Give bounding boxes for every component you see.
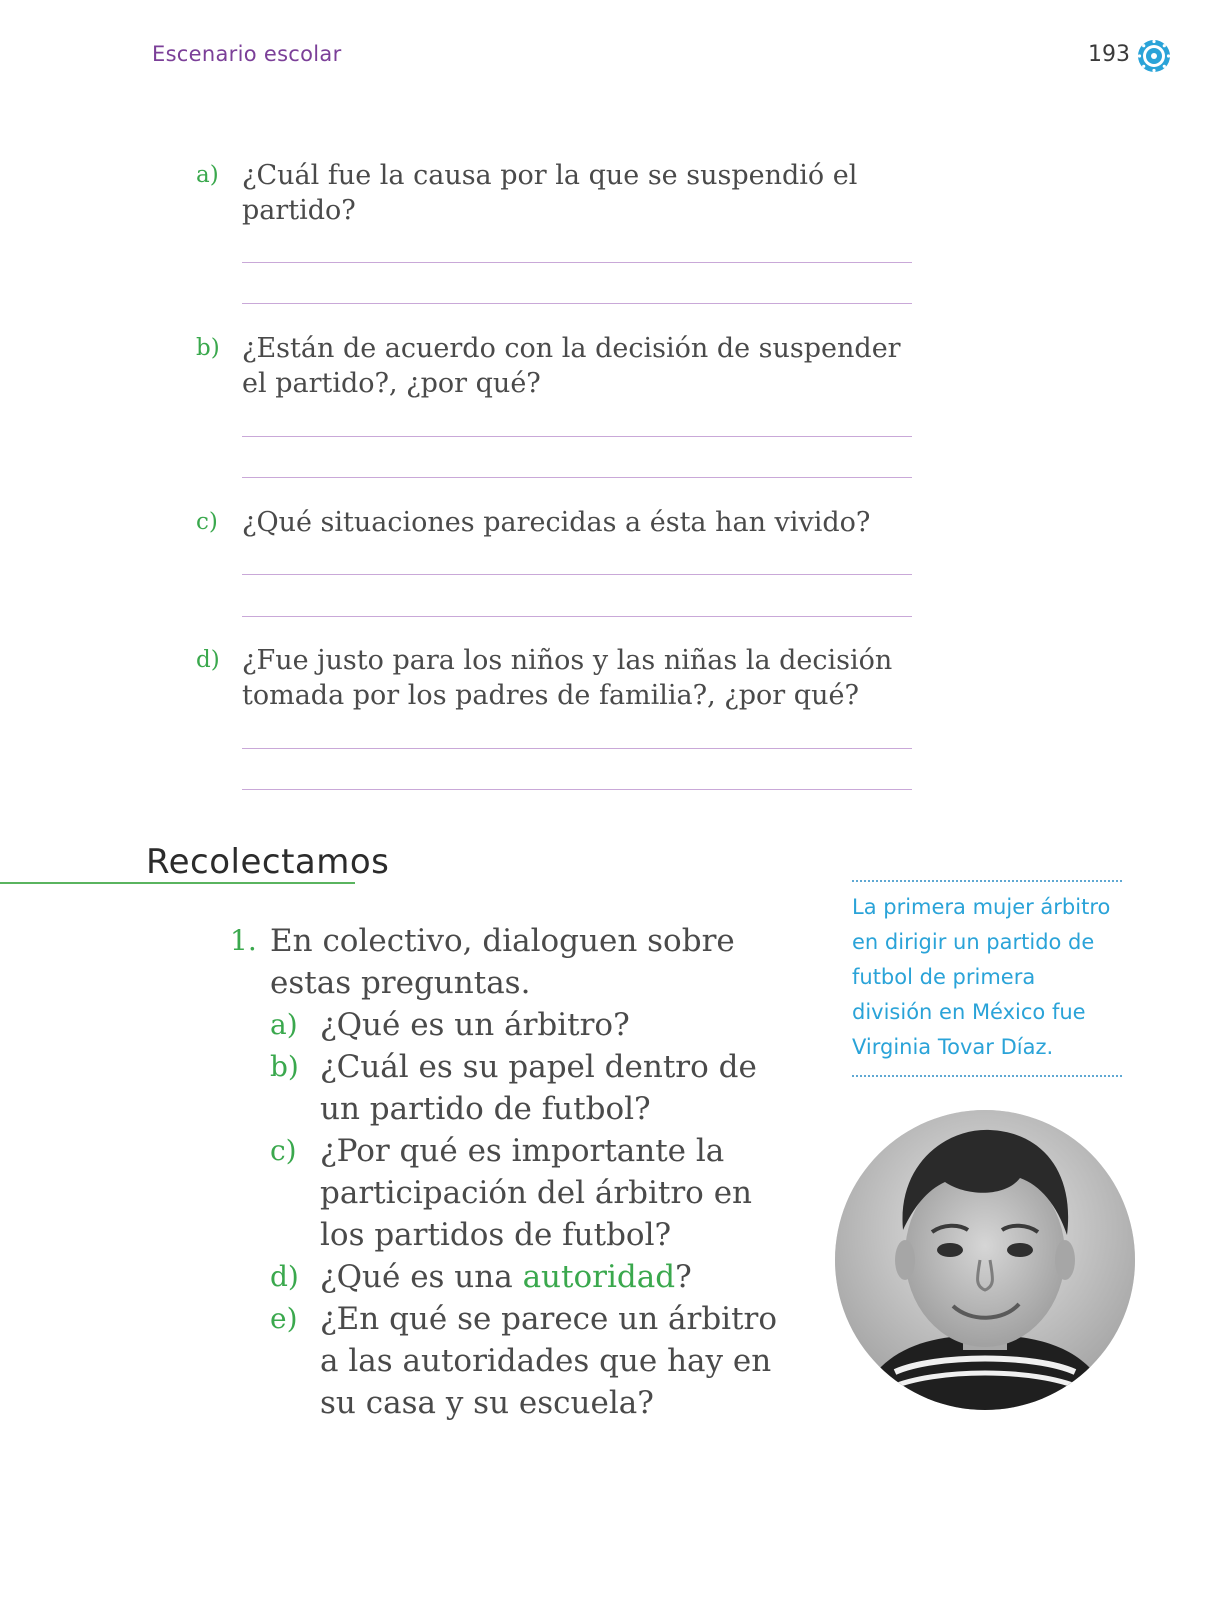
text-before: ¿Qué es una — [320, 1259, 523, 1295]
activity-item — [270, 1130, 790, 1256]
child-portrait-illustration — [835, 1110, 1135, 1410]
answer-line[interactable] — [242, 748, 912, 749]
answer-line[interactable] — [242, 616, 912, 617]
child-portrait-photo — [835, 1110, 1135, 1410]
activity-item-letter: a) — [270, 1008, 298, 1041]
fact-box — [852, 880, 1122, 1077]
activity-item — [270, 1298, 790, 1424]
highlighted-term: autoridad — [522, 1259, 676, 1295]
activity-item-letter: c) — [270, 1134, 297, 1167]
section-underline — [0, 882, 355, 884]
activity-item — [270, 1004, 790, 1046]
activity-item-text — [320, 1256, 790, 1298]
flower-badge-icon — [1136, 38, 1172, 74]
activity-item — [270, 1256, 790, 1298]
question-text: ¿Fue justo para los niños y las niñas la decisión tomada por los padres de familia?, ¿por qué? — [242, 645, 893, 711]
activity-item-text: ¿En qué se parece un árbitro a las autoridades que hay en su casa y su escuela? — [320, 1301, 778, 1421]
activity-item — [270, 1046, 790, 1130]
answer-line[interactable] — [242, 262, 912, 263]
answer-line[interactable] — [242, 574, 912, 575]
question-text: ¿Qué situaciones parecidas a ésta han vivido? — [242, 507, 871, 538]
question-letter: a) — [196, 162, 219, 188]
question-c — [196, 505, 916, 540]
answer-line[interactable] — [242, 789, 912, 790]
question-a — [196, 158, 916, 228]
running-header: Escenario escolar — [152, 42, 342, 66]
answer-line[interactable] — [242, 436, 912, 437]
question-text: ¿Están de acuerdo con la decisión de suspender el partido?, ¿por qué? — [242, 333, 901, 399]
question-b — [196, 331, 916, 401]
answer-line[interactable] — [242, 477, 912, 478]
activity-list — [230, 920, 790, 1424]
activity-item-text: ¿Cuál es su papel dentro de un partido de futbol? — [320, 1049, 757, 1127]
question-text: ¿Cuál fue la causa por la que se suspendió el partido? — [242, 160, 858, 226]
answer-line[interactable] — [242, 303, 912, 304]
activity-item-letter: b) — [270, 1050, 299, 1083]
question-letter: d) — [196, 647, 220, 673]
question-d — [196, 643, 916, 713]
activity-item-text: ¿Qué es un árbitro? — [320, 1007, 630, 1043]
question-letter: b) — [196, 335, 220, 361]
question-letter: c) — [196, 509, 218, 535]
section-title: Recolectamos — [146, 842, 390, 882]
page-number: 193 — [1088, 42, 1130, 67]
activity-number: 1. — [230, 924, 257, 957]
activity-item-letter: e) — [270, 1302, 298, 1335]
activity-intro: En colectivo, dialoguen sobre estas preguntas. — [270, 923, 735, 1001]
fact-text: La primera mujer árbitro en dirigir un partido de futbol de primera división en México fue Virginia Tovar Díaz. — [852, 895, 1111, 1059]
activity-item-letter: d) — [270, 1260, 299, 1293]
activity-item-text: ¿Por qué es importante la participación del árbitro en los partidos de futbol? — [320, 1133, 753, 1253]
text-after: ? — [675, 1259, 692, 1295]
